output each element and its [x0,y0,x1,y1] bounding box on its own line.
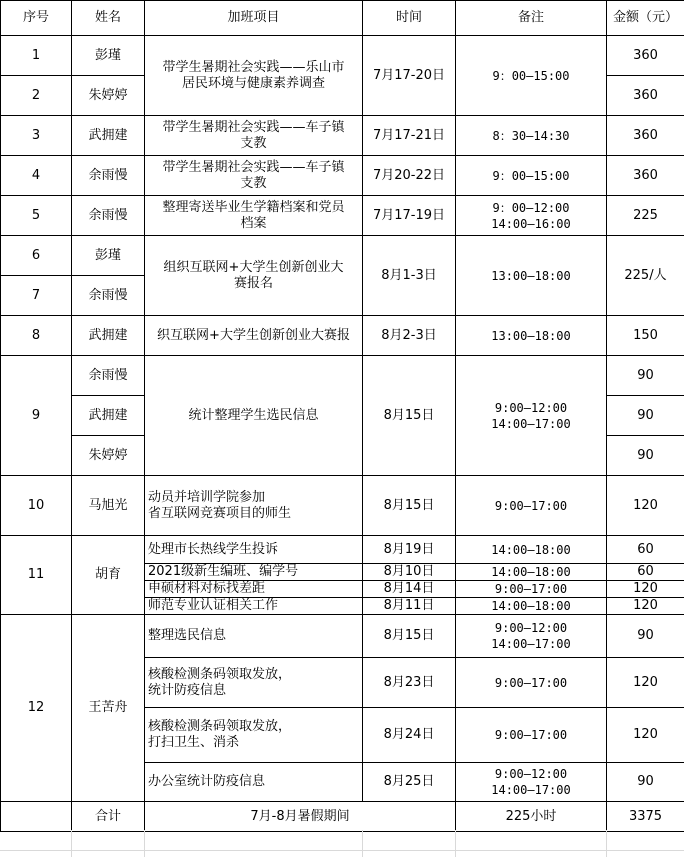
row-name: 彭瑾 [72,236,145,276]
gridline [362,830,363,857]
gridline [144,830,145,857]
note-line: 9：00—12:00 [492,200,570,215]
row-project: 申硕材料对标找差距 [145,581,363,598]
row-name: 朱婷婷 [72,436,145,476]
row-time: 8月15日 [363,356,456,476]
row-name: 马旭光 [72,476,145,536]
row-project: 2021级新生编班、编学号 [145,564,363,581]
row-note: 14:00—18:00 [456,536,607,564]
row-time: 8月11日 [363,598,456,615]
note-line: 9:00—12:00 [494,621,568,635]
note-line: 9:00—12:00 [494,767,568,781]
row-name: 余雨慢 [72,196,145,236]
row-time: 7月17-19日 [363,196,456,236]
gridline [0,850,684,851]
row-note: 8：30—14:30 [456,116,607,156]
table-row [1,476,684,536]
row-amount: 225/人 [607,236,684,316]
row-note: 9:00—17:00 [456,476,607,536]
header-time: 时间 [363,1,456,36]
note-line: 14:00—16:00 [491,216,571,231]
row-amount: 60 [607,564,684,581]
row-project [145,116,363,156]
row-time: 7月17-21日 [363,116,456,156]
row-amount: 90 [607,396,684,436]
row-amount: 360 [607,36,684,76]
gridline [606,830,607,857]
row-no: 7 [1,276,72,316]
row-note: 14:00—18:00 [456,564,607,581]
row-amount: 60 [607,536,684,564]
row-name: 朱婷婷 [72,76,145,116]
row-note [456,763,607,802]
row-time: 8月24日 [363,708,456,763]
note-line: 14:00—17:00 [491,637,571,651]
row-name: 武拥建 [72,316,145,356]
table-row [1,316,684,356]
row-project: 办公室统计防疫信息 [145,763,363,802]
row-note: 13:00—18:00 [456,236,607,316]
row-time: 8月19日 [363,536,456,564]
row-note [456,356,607,476]
note-line: 14:00—17:00 [491,416,571,431]
row-name: 彭瑾 [72,36,145,76]
total-hours: 225小时 [456,802,607,832]
row-time: 8月1-3日 [363,236,456,316]
row-amount: 120 [607,476,684,536]
row-amount: 360 [607,156,684,196]
row-no: 3 [1,116,72,156]
row-time: 8月2-3日 [363,316,456,356]
project-line: 带学生暑期社会实践——乐山市 [162,59,345,75]
row-time: 8月14日 [363,581,456,598]
row-project: 统计整理学生选民信息 [145,356,363,476]
row-time: 8月15日 [363,476,456,536]
project-line: 带学生暑期社会实践——车子镇 [162,159,345,175]
row-time: 7月20-22日 [363,156,456,196]
row-name: 王苦舟 [72,615,145,802]
header-project: 加班项目 [145,1,363,36]
row-name: 胡育 [72,536,145,615]
header-note: 备注 [456,1,607,36]
row-time: 8月23日 [363,658,456,708]
row-name: 余雨慢 [72,356,145,396]
row-time: 8月10日 [363,564,456,581]
row-note [456,196,607,236]
row-note: 9:00—17:00 [456,581,607,598]
table-row [1,536,684,564]
row-name: 武拥建 [72,116,145,156]
row-project: 师范专业认证相关工作 [145,598,363,615]
project-line: 打扫卫生、消杀 [148,735,240,750]
gridline [71,830,72,857]
row-amount: 120 [607,581,684,598]
project-line: 核酸检测条码领取发放， [148,719,292,734]
project-line: 居民环境与健康素养调查 [181,75,325,91]
row-name: 余雨慢 [72,156,145,196]
project-line: 统计防疫信息 [148,682,227,698]
row-project [145,708,363,763]
row-no: 8 [1,316,72,356]
table-row [1,156,684,196]
row-time: 8月25日 [363,763,456,802]
note-line: 9:00—12:00 [494,400,568,415]
row-note: 9:00—17:00 [456,658,607,708]
gridline [455,830,456,857]
row-project [145,36,363,116]
row-no: 6 [1,236,72,276]
row-amount: 360 [607,116,684,156]
project-line: 带学生暑期社会实践——车子镇 [162,119,345,135]
project-line: 组织互联网+大学生创新创业大 [163,259,344,275]
row-no: 1 [1,36,72,76]
table-row [1,236,684,276]
row-project: 织互联网+大学生创新创业大赛报 [145,316,363,356]
project-line: 整理寄送毕业生学籍档案和党员 [162,199,345,215]
total-amount: 3375 [607,802,684,832]
project-line: 动员并培训学院参加 [148,489,266,505]
row-amount: 225 [607,196,684,236]
table-row [1,116,684,156]
row-project [145,236,363,316]
row-note: 9：00—15:00 [456,36,607,116]
row-note: 9:00—17:00 [456,708,607,763]
row-no: 9 [1,356,72,476]
header-amount: 金额（元） [607,1,684,36]
row-amount: 90 [607,356,684,396]
row-project: 处理市长热线学生投诉 [145,536,363,564]
table-row [1,36,684,76]
header-name: 姓名 [72,1,145,36]
row-amount: 90 [607,615,684,658]
table-row [1,615,684,658]
spreadsheet-gridlines [0,830,684,857]
project-line: 核酸检测条码领取发放， [148,666,292,682]
row-no: 11 [1,536,72,615]
row-note: 13:00—18:00 [456,316,607,356]
row-no: 12 [1,615,72,802]
total-label: 合计 [72,802,145,832]
row-no: 5 [1,196,72,236]
row-amount: 90 [607,436,684,476]
table-row [1,196,684,236]
total-period: 7月-8月暑假期间 [145,802,456,832]
row-note: 14:00—18:00 [456,598,607,615]
row-no: 4 [1,156,72,196]
total-blank [1,802,72,832]
header-no: 序号 [1,1,72,36]
project-line: 赛报名 [233,275,273,291]
row-name: 武拥建 [72,396,145,436]
row-amount: 120 [607,658,684,708]
row-amount: 120 [607,598,684,615]
row-amount: 90 [607,763,684,802]
row-time: 7月17-20日 [363,36,456,116]
total-row [1,802,684,832]
row-project [145,476,363,536]
table-row [1,356,684,396]
row-no: 10 [1,476,72,536]
row-amount: 150 [607,316,684,356]
row-note: 9：00—15:00 [456,156,607,196]
row-time: 8月15日 [363,615,456,658]
row-no: 2 [1,76,72,116]
note-line: 14:00—17:00 [491,783,571,797]
row-amount: 120 [607,708,684,763]
project-line: 档案 [240,215,267,231]
project-line: 支教 [240,135,267,151]
row-project [145,658,363,708]
row-note [456,615,607,658]
row-project [145,156,363,196]
header-row [1,1,684,36]
row-project [145,196,363,236]
project-line: 省互联网竞赛项目的师生 [148,505,292,521]
row-project: 整理选民信息 [145,615,363,658]
row-amount: 360 [607,76,684,116]
project-line: 支教 [240,175,267,191]
row-name: 余雨慢 [72,276,145,316]
